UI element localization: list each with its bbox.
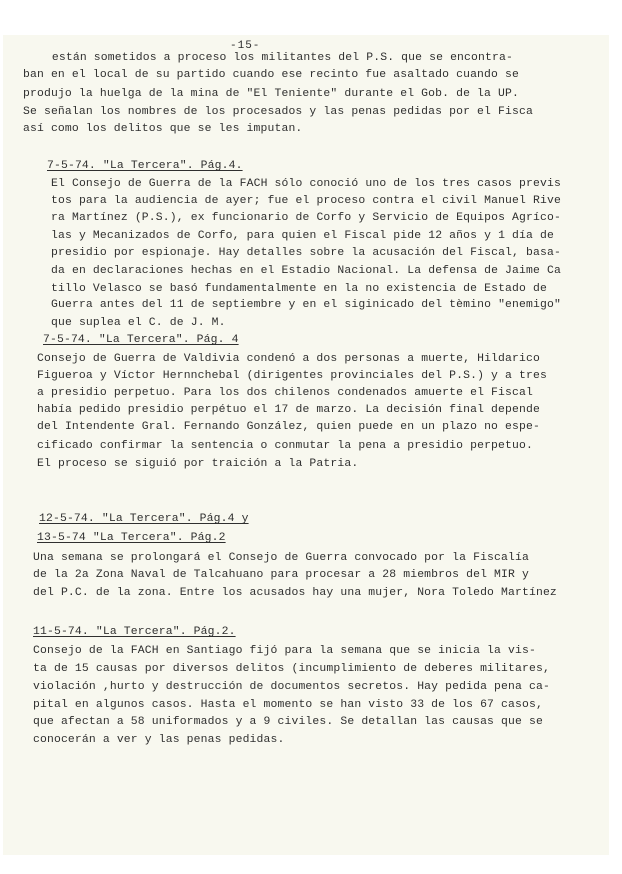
text-line: da en declaraciones hechas en el Estadio Nacional. La defensa de Jaime Ca [51,265,561,277]
text-line: había pedido presidio perpétuo el 17 de marzo. La decisión final depende [37,404,540,416]
section-heading: 7-5-74. "La Tercera". Pág. 4 [43,334,239,346]
text-line: que afectan a 58 uniformados y a 9 civiles. Se detallan las causas que se [33,716,543,728]
text-line: El proceso se siguió por traición a la Patria. [37,458,359,470]
text-line: violación ,hurto y destrucción de documentos secretos. Hay pedida pena ca- [33,681,550,693]
text-line: tillo Velasco se basó fundamentalmente en la no existencia de Estado de [51,283,547,295]
page-number: -15- [230,40,261,52]
text-line: ban en el local de su partido cuando ese recinto fue asaltado cuando se [23,69,519,81]
text-line: Figueroa y Víctor Hernnchebal (dirigentes provinciales del P.S.) y a tres [37,370,547,382]
section-heading: 12-5-74. "La Tercera". Pág.4 y [39,513,249,525]
document-page [3,35,609,855]
text-line: de la 2a Zona Naval de Talcahuano para procesar a 28 miembros del MIR y [33,569,529,581]
text-line: El Consejo de Guerra de la FACH sólo conoció uno de los tres casos previs [51,178,561,190]
text-line: produjo la huelga de la mina de "El Teniente" durante el Gob. de la UP. [23,88,519,100]
text-line: Se señalan los nombres de los procesados y las penas pedidas por el Fisca [23,106,533,118]
text-line: Una semana se prolongará el Consejo de Guerra convocado por la Fiscalía [33,552,529,564]
text-line: ra Martínez (P.S.), ex funcionario de Corfo y Servicio de Equipos Agríco- [51,212,561,224]
text-line: las y Mecanizados de Corfo, para quien el Fiscal pide 12 años y 1 día de [51,230,554,242]
text-line: Consejo de la FACH en Santiago fijó para la semana que se inicia la vis- [33,645,536,657]
text-line: pital en algunos casos. Hasta el momento se han visto 33 de los 67 casos, [33,699,543,711]
text-line: conocerán a ver y las penas pedidas. [33,734,285,746]
text-line: ta de 15 causas por diversos delitos (incumplimiento de deberes militares, [33,663,550,675]
text-line: presidio por espionaje. Hay detalles sobre la acusación del Fiscal, basa- [51,247,561,259]
section-heading: 11-5-74. "La Tercera". Pág.2. [33,626,236,638]
section-heading: 13-5-74 "La Tercera". Pág.2 [37,532,226,544]
text-line: están sometidos a proceso los militantes del P.S. que se encontra- [3,52,513,64]
text-line: del Intendente Gral. Fernando González, quien puede en un plazo no espe- [37,421,540,433]
section-heading: 7-5-74. "La Tercera". Pág.4. [47,160,243,172]
text-line: así como los delitos que se les imputan. [23,123,303,135]
text-line: tos para la audiencia de ayer; fue el proceso contra el civil Manuel Rive [51,195,561,207]
text-line: del P.C. de la zona. Entre los acusados hay una mujer, Nora Toledo Martínez [33,587,557,599]
text-line: a presidio perpetuo. Para los dos chilenos condenados amuerte el Fiscal [37,387,533,399]
text-line: Consejo de Guerra de Valdivia condenó a dos personas a muerte, Hildarico [37,353,540,365]
text-line: Guerra antes del 11 de septiembre y en el siginicado del tèmino "enemigo" [51,299,561,311]
text-line: cificado confirmar la sentencia o conmutar la pena a presidio perpetuo. [37,440,533,452]
text-line: que suplea el C. de J. M. [51,317,226,329]
